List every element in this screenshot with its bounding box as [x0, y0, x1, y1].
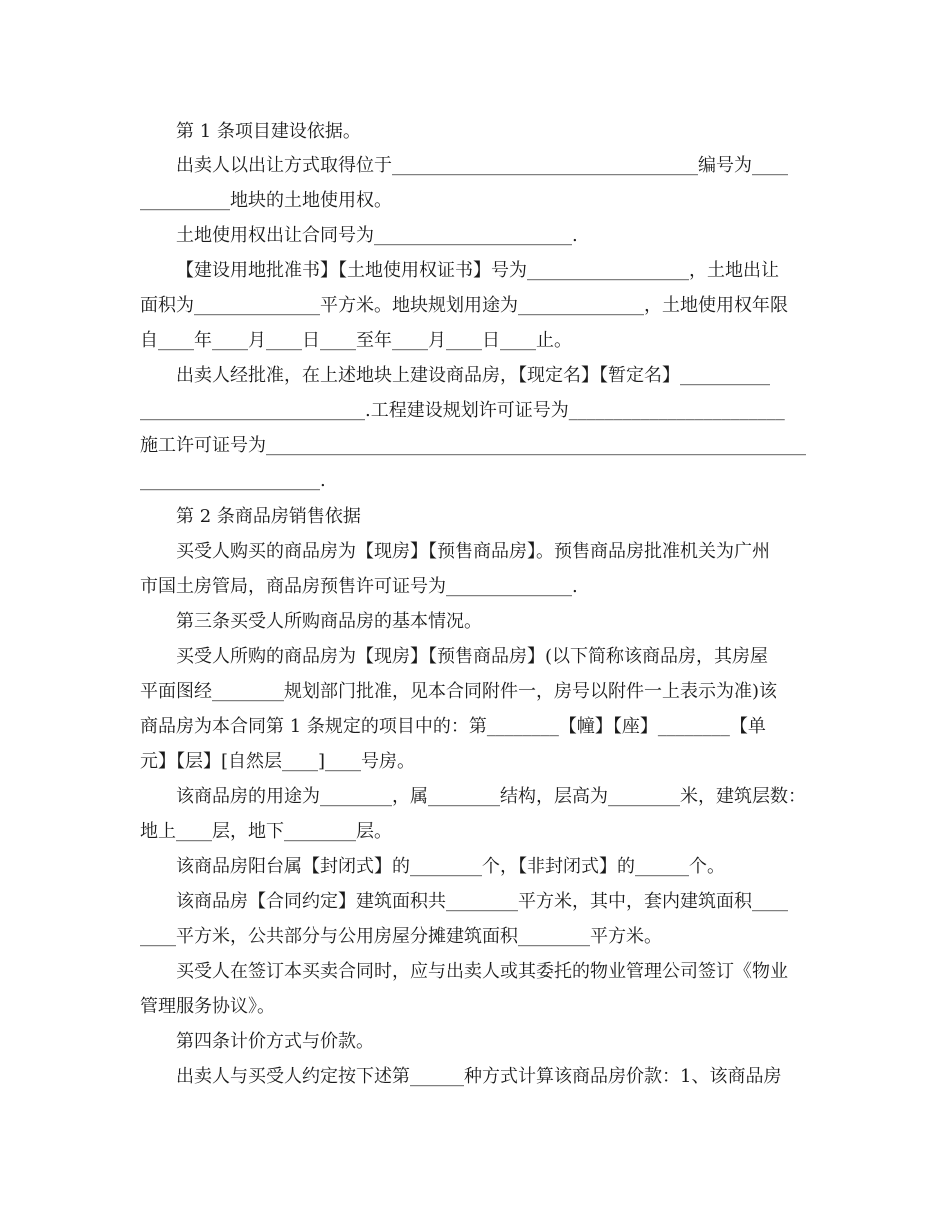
text-line: 买受人购买的商品房为【现房】【预售商品房】。预售商品房批准机关为广州	[176, 541, 770, 562]
text-line: ____平方米，公共部分与公用房屋分摊建筑面积________平方米。	[140, 926, 662, 947]
text-line: 该商品房阳台属【封闭式】的________个，【非封闭式】的______个。	[176, 856, 725, 877]
text-line: 该商品房【合同约定】建筑面积共________平方米，其中，套内建筑面积____	[176, 891, 788, 912]
text-line: 第四条计价方式与价款。	[176, 1031, 374, 1052]
text-line: 出卖人经批准，在上述地块上建设商品房，【现定名】【暂定名】__________	[176, 365, 770, 386]
text-line: 市国土房管局，商品房预售许可证号为______________.	[140, 576, 578, 597]
text-line: 平面图经________规划部门批准，见本合同附件一，房号以附件一上表示为准)该	[140, 681, 778, 702]
text-line: 商品房为本合同第 1 条规定的项目中的：第________【幢】【座】________【单	[140, 716, 766, 737]
text-line: 元】【层】[自然层____]____号房。	[140, 751, 416, 772]
text-line: 该商品房的用途为________，属________结构，层高为________米，建筑层数：	[176, 786, 806, 807]
text-line: _________________________.工程建设规划许可证号为________________________	[140, 400, 785, 421]
text-line: 出卖人与买受人约定按下述第______种方式计算该商品房价款：1、该商品房	[176, 1066, 782, 1087]
text-line: 管理服务协议》。	[140, 996, 275, 1017]
text-line: 自____年____月____日____至年____月____日____止。	[140, 330, 572, 351]
text-line: 【建设用地批准书】【土地使用权证书】号为__________________，土地出让	[176, 260, 779, 281]
text-line: __________地块的土地使用权。	[140, 190, 392, 211]
text-line: 出卖人以出让方式取得位于__________________________________编号为____	[176, 155, 788, 176]
text-line: 面积为______________平方米。地块规划用途为______________，土地使用权年限	[140, 295, 788, 316]
text-line: 买受人在签订本买卖合同时，应与出卖人或其委托的物业管理公司签订《物业	[176, 961, 788, 982]
text-line: 第 1 条项目建设依据。	[176, 121, 361, 142]
text-line: 第 2 条商品房销售依据	[176, 506, 361, 527]
text-line: 施工许可证号为____________________________________________________________	[140, 435, 806, 456]
text-line: 买受人所购的商品房为【现房】【预售商品房】(以下简称该商品房，其房屋	[176, 646, 769, 667]
text-line: 地上____层，地下________层。	[140, 821, 392, 842]
text-line: ____________________.	[140, 470, 326, 491]
text-line: 第三条买受人所购商品房的基本情况。	[176, 611, 482, 632]
text-line: 土地使用权出让合同号为______________________.	[176, 225, 578, 246]
